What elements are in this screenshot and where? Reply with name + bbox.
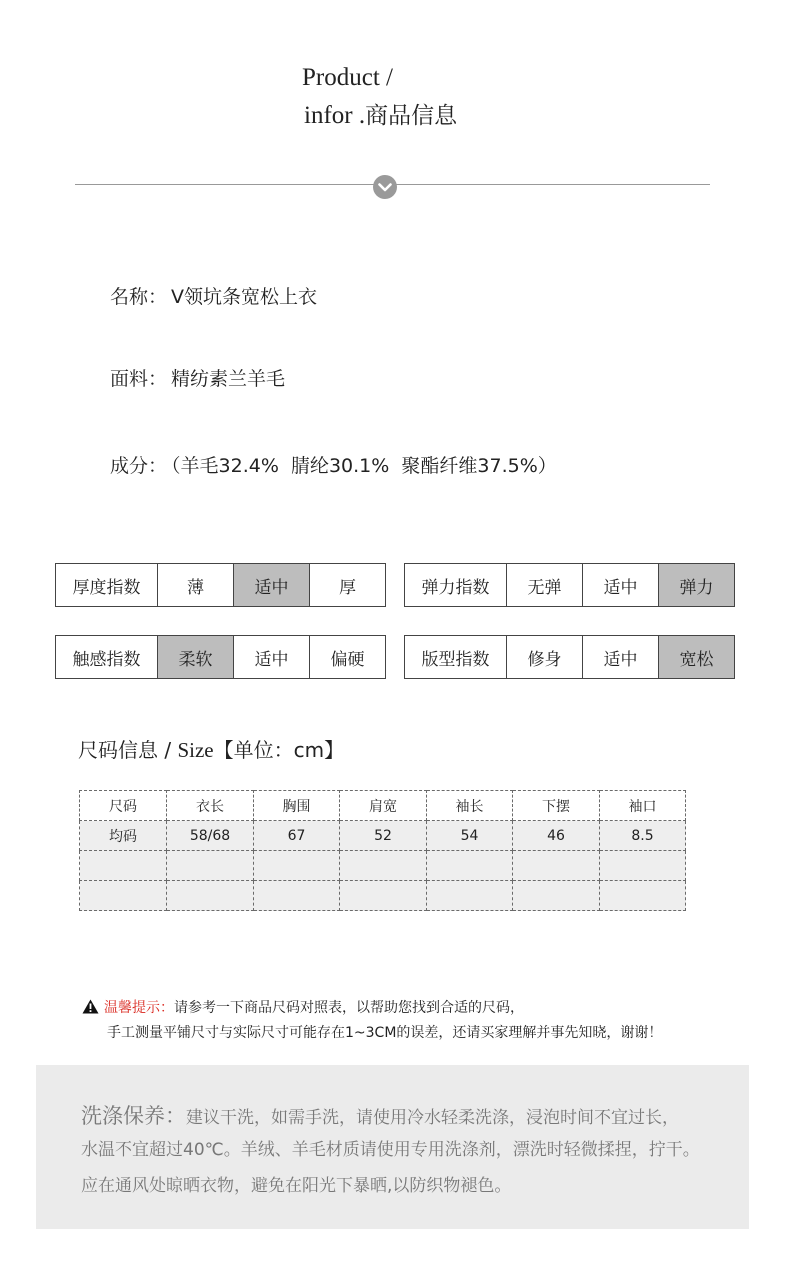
- thickness-option-medium: 适中: [233, 564, 309, 606]
- title-english: Product /: [302, 64, 393, 91]
- header-shoulder: 肩宽: [340, 791, 427, 821]
- size-table: [79, 790, 686, 911]
- composition-value: （羊毛32.4% 腈纶30.1% 聚酯纤维37.5%）: [171, 455, 557, 477]
- table-cell: [427, 851, 513, 881]
- table-cell: [80, 881, 167, 911]
- header-cuff: 袖口: [600, 791, 686, 821]
- title-subtitle: [304, 97, 457, 130]
- table-cell: [340, 881, 427, 911]
- notice-line-1: [82, 997, 524, 1018]
- table-cell: [340, 851, 427, 881]
- composition-label: 成分：: [110, 455, 168, 477]
- table-cell: [167, 881, 254, 911]
- fit-option-slim: 修身: [506, 636, 582, 678]
- header-sleeve: 袖长: [427, 791, 513, 821]
- thickness-index-label: 厚度指数: [72, 577, 141, 598]
- thickness-index: [55, 563, 386, 607]
- name-label: 名称：: [110, 286, 168, 308]
- thickness-option-thick: 厚: [309, 564, 385, 606]
- feel-option-firm: 偏硬: [309, 636, 385, 678]
- header-size: 尺码: [80, 791, 167, 821]
- header-chest: 胸围: [254, 791, 340, 821]
- care-text-1: 建议干洗，如需手洗，请使用冷水轻柔洗涤，浸泡时间不宜过长，: [186, 1108, 679, 1128]
- size-title-en: Size: [177, 738, 214, 762]
- header-hem: 下摆: [513, 791, 600, 821]
- table-cell: [513, 851, 600, 881]
- table-cell: 均码: [80, 821, 167, 851]
- care-line-1: [81, 1100, 679, 1130]
- notice-warn-label: 温馨提示：: [104, 1000, 174, 1016]
- table-cell: [167, 851, 254, 881]
- table-cell: 54: [427, 821, 513, 851]
- fit-option-loose: 宽松: [658, 636, 734, 678]
- elasticity-option-medium: 适中: [582, 564, 658, 606]
- fit-index-label: 版型指数: [421, 649, 490, 670]
- care-heading: 洗涤保养：: [81, 1104, 186, 1128]
- table-cell: [600, 881, 686, 911]
- table-cell: 52: [340, 821, 427, 851]
- name-value: V领坑条宽松上衣: [171, 286, 318, 308]
- fabric-label: 面料：: [110, 368, 168, 390]
- elasticity-index: [404, 563, 735, 607]
- feel-option-medium: 适中: [233, 636, 309, 678]
- table-cell: [254, 881, 340, 911]
- table-cell: [80, 851, 167, 881]
- care-line-2: 水温不宜超过40℃。羊绒、羊毛材质请使用专用洗涤剂，漂洗时轻微揉捏，拧干。: [81, 1140, 700, 1160]
- fit-index: [404, 635, 735, 679]
- info-name-row: [110, 282, 317, 309]
- table-cell: [600, 851, 686, 881]
- notice-line-2: 手工测量平铺尺寸与实际尺寸可能存在1~3CM的误差，还请买家理解并事先知晓，谢谢！: [107, 1025, 663, 1041]
- notice-text-1: 请参考一下商品尺码对照表，以帮助您找到合适的尺码，: [174, 1000, 524, 1016]
- info-fabric-row: [110, 364, 285, 391]
- table-cell: 8.5: [600, 821, 686, 851]
- warning-triangle-icon: [82, 999, 99, 1018]
- title-english-2: infor .: [304, 102, 366, 129]
- chevron-down-circle-icon: [373, 175, 397, 199]
- care-line-3: 应在通风处晾晒衣物，避免在阳光下暴晒,以防织物褪色。: [81, 1176, 512, 1196]
- table-row: [80, 881, 686, 911]
- size-title-zh: 尺码信息 /: [78, 738, 178, 762]
- size-section-title: [78, 734, 344, 763]
- title-chinese: 商品信息: [365, 103, 458, 129]
- thickness-option-thin: 薄: [157, 564, 233, 606]
- size-title-unit: 【单位：cm】: [213, 738, 345, 762]
- header-length: 衣长: [167, 791, 254, 821]
- fabric-value: 精纺素兰羊毛: [171, 368, 286, 390]
- table-cell: 67: [254, 821, 340, 851]
- table-cell: 58/68: [167, 821, 254, 851]
- elasticity-option-none: 无弹: [506, 564, 582, 606]
- feel-index: [55, 635, 386, 679]
- feel-index-label: 触感指数: [72, 649, 141, 670]
- table-cell: [513, 881, 600, 911]
- table-cell: [427, 881, 513, 911]
- table-cell: [254, 851, 340, 881]
- table-cell: 46: [513, 821, 600, 851]
- fit-option-medium: 适中: [582, 636, 658, 678]
- info-composition-row: [110, 451, 557, 478]
- elasticity-option-stretch: 弹力: [658, 564, 734, 606]
- table-row: [80, 851, 686, 881]
- feel-option-soft: 柔软: [157, 636, 233, 678]
- elasticity-index-label: 弹力指数: [421, 577, 490, 598]
- size-table-header: [80, 791, 686, 821]
- table-row: [80, 821, 686, 851]
